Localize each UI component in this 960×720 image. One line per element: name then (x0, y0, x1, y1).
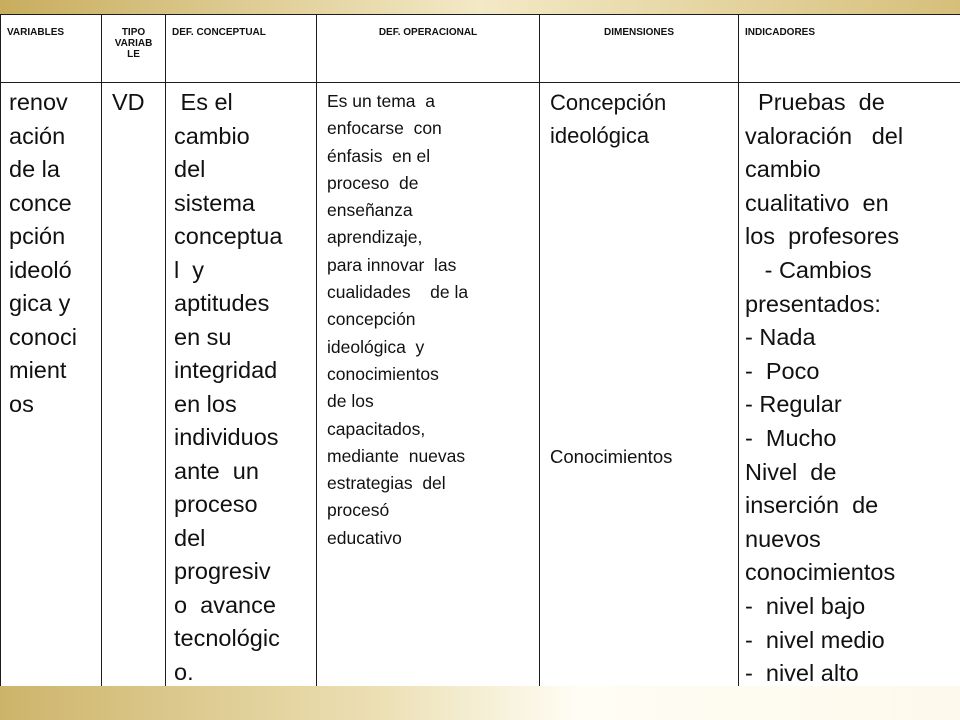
conceptual-line: del (174, 156, 206, 182)
operacional-line: mediante nuevas (327, 445, 466, 466)
header-tipo-line: LE (127, 49, 140, 60)
operacional-line: procesó (327, 500, 390, 521)
conceptual-line: proceso (174, 491, 258, 517)
conceptual-line: tecnológic (174, 625, 280, 651)
variable-line: pción (9, 223, 66, 249)
indicador-line: los profesores (745, 223, 900, 250)
operacional-line: educativo (327, 527, 402, 548)
conceptual-line: o avance (174, 591, 276, 618)
indicador-line: valoración del (745, 122, 904, 149)
operacional-line: proceso de (327, 172, 419, 193)
variable-line: conoci (9, 323, 77, 350)
indicador-line: - Nada (745, 324, 816, 351)
operacional-line: para innovar las (327, 254, 457, 275)
variable-line: renov (9, 89, 68, 115)
indicador-line: - Poco (745, 357, 820, 384)
header-indicadores: INDICADORES (739, 15, 960, 83)
cell-tipo (102, 83, 166, 692)
cell-indicadores (739, 83, 960, 692)
background-top-strip (0, 0, 960, 14)
conceptual-line: aptitudes (174, 290, 270, 316)
conceptual-line: en los (174, 390, 237, 417)
header-def-conceptual: DEF. CONCEPTUAL (166, 15, 317, 83)
conceptual-line: integridad (174, 357, 278, 383)
variable-line: mient (9, 357, 67, 383)
indicador-line: presentados: (745, 290, 881, 317)
dimension-line: ideológica (550, 123, 650, 148)
operacional-line: ideológica y (327, 336, 425, 357)
header-tipo-variable (102, 15, 166, 83)
indicador-line: nuevos (745, 525, 821, 552)
conceptual-line: ante un (174, 457, 259, 484)
cell-def-conceptual (166, 83, 317, 692)
operationalization-table (0, 14, 960, 692)
conceptual-line: del (174, 524, 206, 551)
operacional-line: concepción (327, 309, 416, 330)
variable-line: ideoló (9, 256, 72, 283)
indicador-line: conocimientos (745, 559, 896, 586)
indicador-line: - nivel medio (745, 626, 885, 653)
conceptual-line: individuos (174, 424, 279, 450)
table-row (1, 83, 960, 692)
operacional-line: de los (327, 391, 374, 412)
cell-dimensiones (540, 83, 739, 692)
conceptual-line: l y (174, 256, 205, 283)
operacional-line: enseñanza (327, 200, 413, 221)
operacional-line: estrategias del (327, 473, 446, 494)
header-tipo-line: VARIAB (114, 38, 153, 49)
indicador-line: cambio (745, 156, 821, 183)
indicador-line: Pruebas de (745, 89, 885, 115)
variable-line: conce (9, 189, 72, 216)
indicador-line: - nivel bajo (745, 592, 866, 619)
dimension-conocimientos: Conocimientos (550, 446, 673, 467)
header-variables: VARIABLES (1, 15, 102, 83)
header-tipo-line: TIPO (121, 27, 146, 38)
conceptual-line: cambio (174, 122, 250, 149)
indicador-line: - Cambios (745, 256, 872, 283)
conceptual-line: Es el (174, 89, 233, 115)
conceptual-line: en su (174, 323, 232, 350)
background-bottom-strip (0, 686, 960, 720)
dimension-line: Concepción (550, 90, 667, 115)
variable-line: de la (9, 156, 60, 182)
operacional-line: Es un tema a (327, 91, 435, 111)
tipo-value: VD (112, 89, 145, 115)
conceptual-line: progresiv (174, 558, 271, 584)
operacional-line: aprendizaje, (327, 227, 423, 248)
indicador-line: - Mucho (745, 424, 837, 451)
operacional-line: enfocarse con (327, 118, 442, 139)
indicador-line: - nivel alto (745, 660, 859, 687)
header-def-operacional: DEF. OPERACIONAL (317, 15, 540, 83)
indicador-line: inserción de (745, 492, 879, 519)
operacional-line: capacitados, (327, 418, 426, 439)
indicador-line: Nivel de (745, 458, 837, 485)
conceptual-line: o. (174, 658, 194, 685)
indicador-line: - Regular (745, 391, 842, 418)
cell-def-operacional (317, 83, 540, 692)
operacional-line: énfasis en el (327, 145, 431, 166)
operacional-line: cualidades de la (327, 282, 469, 303)
operacional-line: conocimientos (327, 363, 439, 384)
header-dimensiones: DIMENSIONES (540, 15, 739, 83)
indicador-line: cualitativo en (745, 189, 889, 216)
variable-line: ación (9, 122, 66, 149)
conceptual-line: sistema (174, 189, 255, 216)
header-row (1, 15, 960, 83)
variable-line: gica y (9, 290, 71, 316)
variable-line: os (9, 390, 34, 417)
conceptual-line: conceptua (174, 223, 283, 249)
cell-variable (1, 83, 102, 692)
